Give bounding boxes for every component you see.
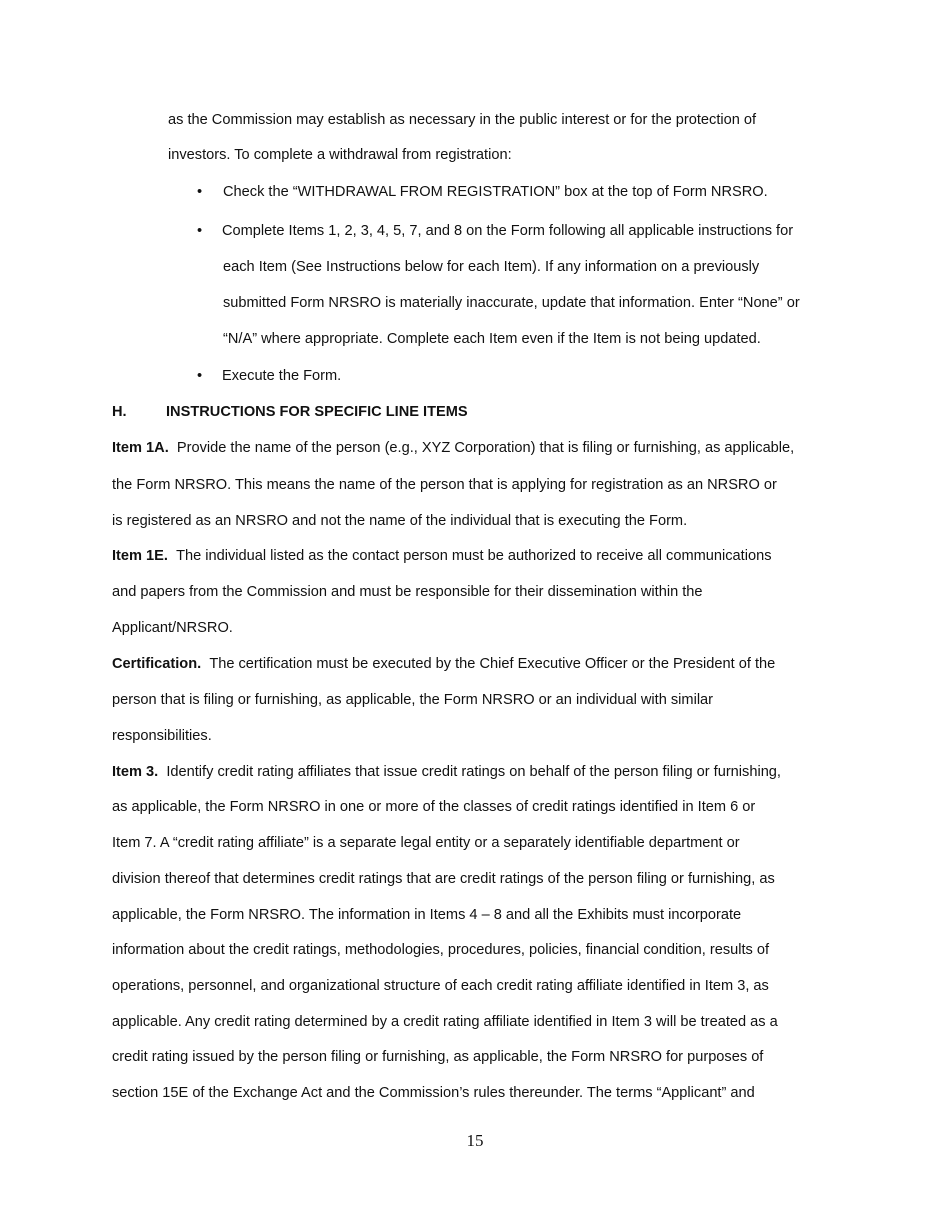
item-text: The certification must be executed by the Chief Executive Officer or the President of the: [209, 656, 776, 672]
item-label: Item 3.: [112, 764, 159, 780]
bullet-marker: •: [197, 184, 203, 200]
item-label: Certification.: [112, 656, 202, 672]
item-3-line-2: as applicable, the Form NRSRO in one or more of the classes of credit ratings identified in Item 6 or: [112, 799, 756, 815]
bullet-marker: •: [197, 368, 203, 384]
item-text: The individual listed as the contact person must be authorized to receive all communications: [176, 548, 772, 564]
item-3-line-10: section 15E of the Exchange Act and the Commission’s rules thereunder. The terms “Applicant” and: [112, 1085, 755, 1101]
item-label: Item 1E.: [112, 548, 168, 564]
intro-line-1: as the Commission may establish as necessary in the public interest or for the protection of: [168, 112, 757, 128]
section-letter: H.: [112, 404, 127, 420]
item-1a-line-3: is registered as an NRSRO and not the name of the individual that is executing the Form.: [112, 513, 688, 529]
item-3-line-1: [112, 763, 781, 781]
item-3-line-8: applicable. Any credit rating determined by a credit rating affiliate identified in Item 3 will be treated as a: [112, 1014, 778, 1030]
intro-line-2: investors. To complete a withdrawal from registration:: [168, 147, 512, 163]
page-number: 15: [466, 1131, 484, 1150]
section-title: INSTRUCTIONS FOR SPECIFIC LINE ITEMS: [166, 404, 468, 420]
item-label: Item 1A.: [112, 440, 169, 456]
item-1e-line-2: and papers from the Commission and must be responsible for their dissemination within the: [112, 584, 703, 600]
bullet-2-line-2: each Item (See Instructions below for each Item). If any information on a previously: [223, 259, 760, 275]
item-3-line-9: credit rating issued by the person filing or furnishing, as applicable, the Form NRSRO for purposes of: [112, 1049, 764, 1065]
item-1a-line-1: [112, 439, 794, 457]
bullet-2-line-4: “N/A” where appropriate. Complete each Item even if the Item is not being updated.: [223, 331, 761, 347]
bullet-3-line-1: Execute the Form.: [222, 368, 342, 384]
bullet-1-line-1: Check the “WITHDRAWAL FROM REGISTRATION” box at the top of Form NRSRO.: [223, 184, 768, 200]
item-3-line-3: Item 7. A “credit rating affiliate” is a separate legal entity or a separately identifiable department or: [112, 835, 740, 851]
bullet-2-line-3: submitted Form NRSRO is materially inaccurate, update that information. Enter “None” or: [223, 295, 800, 311]
bullet-marker: •: [197, 223, 203, 239]
item-3-line-5: applicable, the Form NRSRO. The information in Items 4 – 8 and all the Exhibits must incorporate: [112, 907, 742, 923]
certification-line-1: [112, 655, 775, 673]
item-3-line-7: operations, personnel, and organizational structure of each credit rating affiliate identified in Item 3, as: [112, 978, 769, 994]
item-3-line-4: division thereof that determines credit ratings that are credit ratings of the person filing or furnishing, as: [112, 871, 775, 887]
certification-line-3: responsibilities.: [112, 728, 212, 744]
item-text: Provide the name of the person (e.g., XYZ Corporation) that is filing or furnishing, as applicable,: [176, 440, 795, 456]
bullet-2-line-1: Complete Items 1, 2, 3, 4, 5, 7, and 8 on the Form following all applicable instructions for: [222, 223, 794, 239]
certification-line-2: person that is filing or furnishing, as applicable, the Form NRSRO or an individual with similar: [112, 692, 714, 708]
item-text: Identify credit rating affiliates that issue credit ratings on behalf of the person filing or furnishing,: [166, 764, 781, 780]
item-1e-line-1: [112, 547, 772, 565]
item-1e-line-3: Applicant/NRSRO.: [112, 620, 233, 636]
item-3-line-6: information about the credit ratings, methodologies, procedures, policies, financial condition, results of: [112, 942, 770, 958]
item-1a-line-2: the Form NRSRO. This means the name of the person that is applying for registration as an NRSRO or: [112, 477, 777, 493]
